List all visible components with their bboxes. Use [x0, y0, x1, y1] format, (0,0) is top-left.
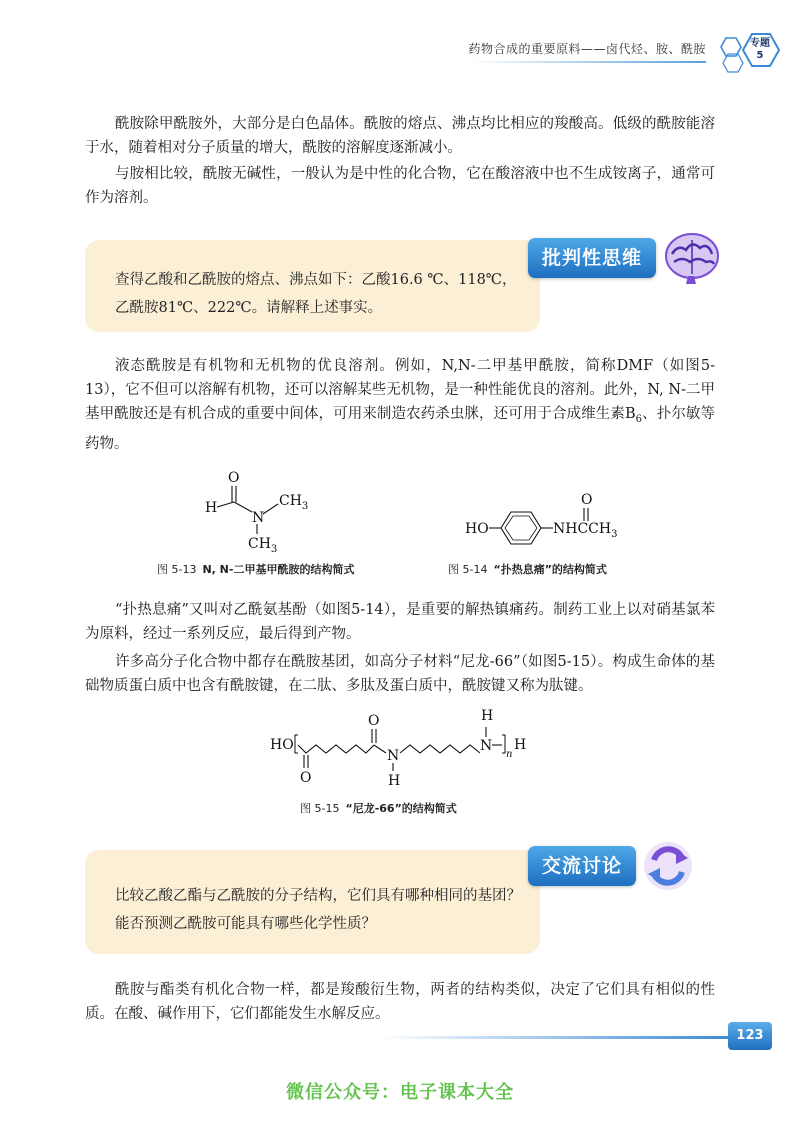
critical-thinking-tab: 批判性思维 [528, 238, 656, 278]
page-number: 123 [728, 1022, 772, 1050]
paragraph-3-tail: 、扑尔敏等药物。 [85, 406, 716, 452]
figure-5-13-caption [157, 561, 354, 577]
nylon-end-hydrogen: H [514, 737, 527, 753]
figure-5-15-caption [300, 800, 457, 816]
dmf-methyl-1: $CH_3$ [279, 493, 309, 512]
figure-5-14-caption [448, 561, 607, 577]
paragraph-2: 与胺相比较，酰胺无碱性，一般认为是中性的化合物，它在酸溶液中也不生成铵离子，通常可作为溶剂。 [85, 166, 715, 206]
badge-label: 专题 [750, 38, 770, 49]
figure-5-14-title: “扑热息痛”的结构简式 [493, 563, 607, 576]
paragraph-3-subscript: 6 [635, 413, 643, 425]
discussion-tab: 交流讨论 [528, 846, 636, 886]
hexagon-badge-icon [712, 30, 782, 75]
header-rule [470, 61, 706, 63]
nylon-hydrogen-2: H [481, 708, 494, 724]
nylon-oxygen-top: O [368, 713, 380, 729]
paracetamol-amide: $NHCCH_3$ [553, 521, 618, 540]
footer-rule [380, 1036, 730, 1039]
dmf-hydrogen: H [205, 500, 218, 516]
watermark-text: 微信公众号：电子课本大全 [286, 1082, 514, 1103]
badge-number: 5 [756, 50, 764, 61]
cycle-arrows-icon [640, 838, 696, 894]
nylon-nitrogen-1: N [387, 748, 400, 764]
nylon-repeat-n: n [506, 749, 513, 760]
paracetamol-structure [465, 490, 640, 550]
nylon-hydrogen-1: H [388, 773, 401, 789]
paracetamol-oxygen: O [581, 492, 593, 508]
nylon-nitrogen-2: N [480, 738, 493, 754]
nylon-66-structure [268, 705, 548, 795]
paragraph-4: “扑热息痛”又叫对乙酰氨基酚（如图5-14），是重要的解热镇痛药。制药工业上以对硝基氯苯为原料，经过一系列反应，最后得到产物。 [85, 602, 715, 642]
discussion-box [85, 850, 540, 954]
figure-5-14-number: 图 5-14 [448, 563, 488, 576]
nylon-oxygen-bottom: O [300, 770, 312, 786]
nylon-hydroxyl: HO [270, 737, 294, 753]
figure-5-13-number: 图 5-13 [157, 563, 197, 576]
paragraph-5: 许多高分子化合物中都存在酰胺基团，如高分子材料“尼龙-66”（如图5-15）。构成生命体的基础物质蛋白质中也含有酰胺键，在二肽、多肽及蛋白质中，酰胺键又称为肽键。 [85, 654, 715, 694]
dmf-structure [200, 462, 320, 557]
running-header: 药物合成的重要原料——卤代烃、胺、酰胺 [468, 42, 706, 56]
critical-thinking-text: 查得乙酸和乙酰胺的熔点、沸点如下：乙酸16.6 ℃、118℃，乙酰胺81℃、222℃。请解释上述事实。 [115, 272, 517, 316]
discussion-text: 比较乙酸乙酯与乙酰胺的分子结构，它们具有哪种相同的基团？能否预测乙酰胺可能具有哪些化学性质？ [115, 888, 521, 932]
critical-thinking-box [85, 240, 540, 332]
brain-icon [662, 230, 722, 286]
paragraph-3 [85, 354, 715, 456]
chapter-badge [750, 38, 770, 62]
dmf-oxygen: O [228, 470, 240, 486]
figure-5-15-number: 图 5-15 [300, 802, 340, 815]
paracetamol-hydroxyl: HO [465, 521, 489, 537]
figure-5-13-title: N, N-二甲基甲酰胺的结构简式 [202, 563, 355, 576]
dmf-methyl-2: $CH_3$ [248, 536, 278, 555]
paragraph-1: 酰胺除甲酰胺外，大部分是白色晶体。酰胺的熔点、沸点均比相应的羧酸高。低级的酰胺能溶于水，随着相对分子质量的增大，酰胺的溶解度逐渐减小。 [85, 116, 715, 156]
paragraph-6: 酰胺与酯类有机化合物一样，都是羧酸衍生物，两者的结构类似，决定了它们具有相似的性质。在酸、碱作用下，它们都能发生水解反应。 [85, 982, 715, 1022]
figure-5-15-title: “尼龙-66”的结构简式 [345, 802, 457, 815]
dmf-nitrogen: N [252, 510, 265, 526]
paragraph-3-text: 液态酰胺是有机物和无机物的优良溶剂。例如，N,N-二甲基甲酰胺，简称DMF（如图5-13），它不但可以溶解有机物，还可以溶解某些无机物，是一种性能优良的溶剂。此外，N, N-二甲基甲酰胺还是有机合成的重要中间体，可用来制造农药杀虫脒，还可用于合成维生素B [85, 358, 715, 422]
